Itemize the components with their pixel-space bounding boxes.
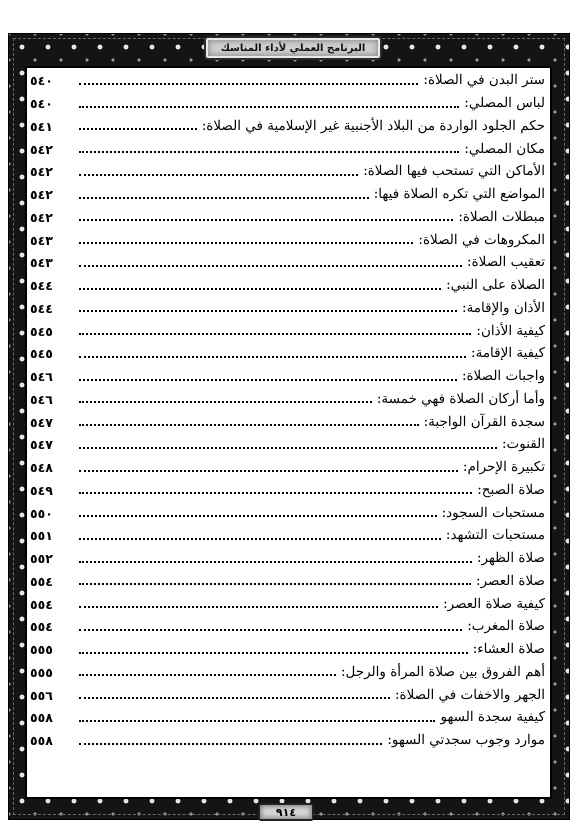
dot-leader: [79, 652, 468, 654]
toc-entry-title: الأماكن التي تستحب فيها الصلاة:: [363, 163, 545, 180]
toc-entry-title: المواضع التي تكره الصلاة فيها:: [373, 186, 545, 202]
toc-entry-title: حكم الجلود الواردة من البلاد الأجنبية غير الإسلامية في الصلاة:: [201, 117, 545, 134]
toc-entry-title: صلاة العشاء:: [472, 641, 545, 657]
toc-entry-title: أهم الفروق بين صلاة المرأة والرجل:: [340, 663, 545, 680]
toc-entry-page: ٥٤٥: [30, 346, 53, 362]
toc-entry: [30, 296, 545, 319]
toc-entry-page: ٥٤٤: [30, 278, 53, 293]
toc-entry-page: ٥٤٥: [30, 323, 53, 339]
toc-entry-title: مستحبات التشهد:: [445, 527, 545, 544]
toc-entry: [30, 455, 545, 478]
toc-entry: [30, 68, 545, 91]
toc-entry: [30, 728, 545, 751]
header-title: البرنامج العملي لأداء المناسك: [220, 42, 366, 54]
toc-entry: [30, 205, 545, 228]
toc-entry-page: ٥٤٠: [30, 73, 53, 89]
toc-entry: [30, 114, 545, 137]
toc-entry-title: كيفية سجدة السهو: [440, 709, 545, 726]
toc-entry-page: ٥٥٠: [30, 505, 53, 521]
dot-leader: [79, 106, 459, 108]
toc-entry-page: ٥٥٤: [30, 596, 53, 612]
dot-leader: [79, 606, 438, 608]
toc-entry: [30, 546, 545, 569]
toc-entry-title: مستحبات السجود:: [441, 504, 545, 521]
toc-entry-title: كيفية الأذان:: [476, 322, 545, 339]
dot-leader: [79, 379, 457, 381]
toc-entry-title: مكان المصلي:: [464, 140, 545, 157]
toc-entry-page: ٥٥٨: [30, 733, 53, 748]
toc-entry-title: صلاة الظهر:: [476, 550, 545, 566]
toc-entry: [30, 614, 545, 637]
toc-entry-title: لباس المصلي:: [464, 95, 545, 111]
toc-entry-title: مبطلات الصلاة:: [458, 208, 545, 225]
toc-entry-title: المكروهات في الصلاة:: [418, 231, 545, 248]
toc-entry: [30, 273, 545, 296]
toc-entry-title: صلاة الصبح:: [477, 481, 545, 498]
toc-entry: [30, 364, 545, 387]
toc-entry: [30, 523, 545, 546]
toc-entry-title: الصلاة على النبي:: [446, 277, 545, 293]
toc-entry-page: ٥٤٣: [30, 255, 53, 271]
toc-entry: [30, 227, 545, 250]
toc-entry-page: ٥٥٤: [30, 619, 53, 635]
dot-leader: [79, 288, 441, 290]
toc-entry-page: ٥٥٦: [30, 687, 53, 703]
dot-leader: [79, 197, 369, 199]
toc-entry-page: ٥٤٣: [30, 232, 53, 248]
toc-entry-title: تعقيب الصلاة:: [467, 254, 545, 271]
toc-entry-title: الجهر والاخفات في الصلاة:: [394, 686, 545, 703]
dot-leader: [79, 538, 441, 540]
toc-entry-page: ٥٥١: [30, 528, 53, 544]
toc-entry: [30, 250, 545, 273]
toc-entry: [30, 159, 545, 182]
toc-entry-title: موارد وجوب سجدتي السهو:: [387, 732, 545, 748]
toc-entry-title: الأذان والإقامة:: [462, 299, 545, 316]
toc-entry: [30, 409, 545, 432]
toc-entry-title: ستر البدن في الصلاة:: [423, 72, 545, 89]
dot-leader: [79, 629, 462, 631]
toc-entry-page: ٥٥٢: [30, 551, 53, 566]
toc-entry-title: تكبيرة الإحرام:: [462, 459, 545, 475]
toc-entry-title: كيفية صلاة العصر:: [443, 595, 545, 612]
toc-entry-page: ٥٥٤: [30, 573, 53, 589]
table-of-contents: [30, 68, 545, 751]
toc-entry: [30, 478, 545, 501]
toc-entry-title: سجدة القرآن الواجبة:: [423, 413, 545, 430]
page-number-plaque: [258, 803, 314, 821]
toc-entry: [30, 591, 545, 614]
toc-entry-title: كيفية الإقامة:: [471, 345, 545, 362]
toc-entry: [30, 569, 545, 592]
toc-entry-page: ٥٤٦: [30, 391, 53, 407]
dot-leader: [79, 424, 419, 426]
toc-entry: [30, 136, 545, 159]
toc-entry-page: ٥٤٨: [30, 460, 53, 475]
toc-entry-page: ٥٤٦: [30, 369, 53, 384]
dot-leader: [79, 219, 453, 221]
toc-entry-page: ٥٤٢: [30, 141, 53, 157]
toc-entry-page: ٥٥٥: [30, 642, 53, 657]
toc-entry: [30, 341, 545, 364]
toc-entry-page: ٥٤٩: [30, 482, 53, 498]
dot-leader: [79, 583, 471, 585]
toc-entry-title: القنوت:: [502, 436, 545, 453]
toc-entry: [30, 182, 545, 205]
toc-entry: [30, 705, 545, 728]
dot-leader: [79, 242, 413, 244]
dot-leader: [79, 515, 437, 517]
toc-entry: [30, 432, 545, 455]
dot-leader: [79, 310, 457, 312]
dot-leader: [79, 128, 197, 130]
toc-entry-title: واجبات الصلاة:: [461, 368, 545, 384]
dot-leader: [79, 83, 418, 85]
toc-entry: [30, 660, 545, 683]
dot-leader: [79, 470, 458, 472]
dot-leader: [79, 265, 462, 267]
dot-leader: [79, 561, 472, 563]
toc-entry-page: ٥٤٧: [30, 437, 53, 453]
toc-entry-title: وأما أركان الصلاة فهي خمسة:: [376, 390, 545, 407]
dot-leader: [79, 674, 336, 676]
toc-entry: [30, 387, 545, 410]
dot-leader: [79, 356, 466, 358]
dot-leader: [79, 720, 435, 722]
toc-entry-page: ٥٤١: [30, 118, 53, 134]
page-number: ٩١٤: [275, 805, 297, 819]
running-header: [204, 36, 382, 60]
dot-leader: [79, 174, 358, 176]
toc-entry-title: صلاة العصر:: [476, 572, 545, 589]
toc-entry-page: ٥٤٢: [30, 209, 53, 225]
toc-entry-page: ٥٤٤: [30, 300, 53, 316]
toc-entry-page: ٥٥٥: [30, 664, 53, 680]
toc-entry: [30, 500, 545, 523]
dot-leader: [79, 743, 382, 745]
toc-entry-page: ٥٤٠: [30, 96, 53, 111]
toc-entry-page: ٥٤٢: [30, 187, 53, 202]
dot-leader: [79, 492, 472, 494]
dot-leader: [79, 333, 471, 335]
toc-entry-page: ٥٥٨: [30, 710, 53, 726]
toc-entry: [30, 682, 545, 705]
toc-entry: [30, 318, 545, 341]
dot-leader: [79, 447, 497, 449]
toc-entry-title: صلاة المغرب:: [467, 618, 545, 635]
toc-entry-page: ٥٤٢: [30, 164, 53, 180]
toc-entry-page: ٥٤٧: [30, 414, 53, 430]
dot-leader: [79, 151, 459, 153]
toc-entry: [30, 637, 545, 660]
dot-leader: [79, 697, 390, 699]
dot-leader: [79, 401, 372, 403]
toc-entry: [30, 91, 545, 114]
